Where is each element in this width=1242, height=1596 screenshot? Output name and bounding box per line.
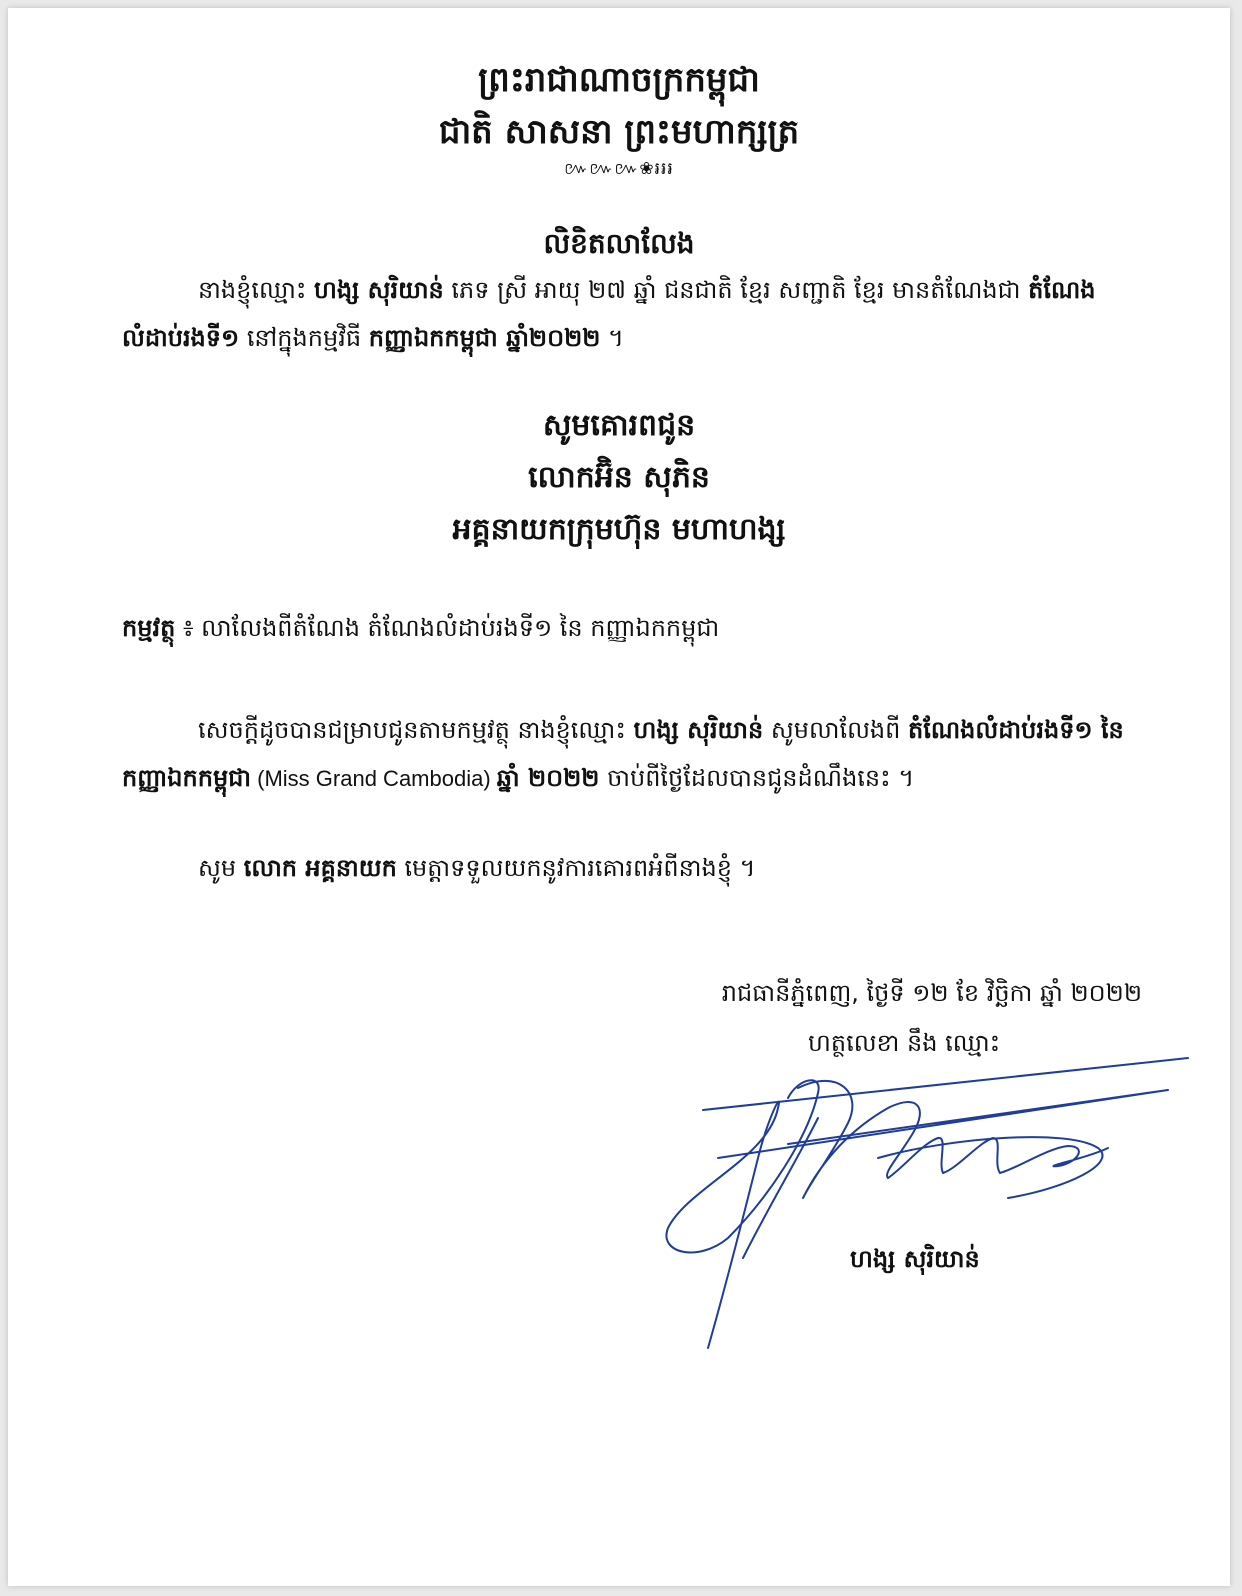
body-year: ឆ្នាំ ២០២២ — [496, 764, 600, 792]
body-position: តំណែងលំដាប់រងទី១ នៃ កញ្ញាឯកកម្ពុជា — [122, 716, 1124, 792]
national-motto: ជាតិ សាសនា ព្រះមហាក្សត្រ — [438, 112, 800, 152]
body-writer-name: ហង្ស សុរិយាន់ — [633, 716, 764, 744]
intro-paragraph — [122, 266, 1152, 362]
letter-page — [8, 8, 1230, 1586]
writer-name: ហង្ស សុរិយាន់ — [314, 276, 444, 304]
closing-text-1: សូម — [198, 854, 244, 882]
closing-title: លោក អគ្គនាយក — [243, 854, 397, 882]
closing-paragraph — [122, 844, 1152, 892]
intro-text-1: នាងខ្ញុំឈ្មោះ — [198, 276, 315, 304]
document-title: លិខិតលាលែង — [543, 227, 695, 260]
subject-label: កម្មវត្ថុ — [122, 614, 176, 642]
subject-text: ៖ លាលែងពីតំណែង តំណែងលំដាប់រងទី១ នៃ កញ្ញាឯកកម្ពុជា — [175, 614, 720, 642]
ornament-divider: ៚៚៚❀៛៛៛ — [564, 159, 674, 179]
handwritten-signature — [648, 1048, 1208, 1368]
intro-text-4: ។ — [600, 324, 624, 352]
kingdom-heading: ព្រះរាជាណាចក្រកម្ពុជា — [478, 60, 760, 100]
addressee-name: លោកអ៊ិន សុភិន — [528, 460, 710, 495]
english-title: (Miss Grand Cambodia) — [251, 766, 497, 791]
intro-text-3: នៅក្នុងកម្មវិធី — [239, 324, 369, 352]
salutation: សូមគោរពជូន — [542, 408, 696, 443]
signer-name: ហង្ស សុរិយាន់ — [850, 1245, 980, 1273]
body-text-1: សេចក្ដីដូចបានជម្រាបជូនតាមកម្មវត្ថុ នាងខ្ញុំឈ្មោះ — [198, 716, 634, 744]
closing-text-2: មេត្តាទទួលយកនូវការគោរពអំពីនាងខ្ញុំ ។ — [396, 854, 756, 882]
place-and-date: រាជធានីភ្នំពេញ, ថ្ងៃទី ១២ ខែ វិច្ឆិកា ឆ្នាំ ២០២២ — [721, 979, 1142, 1007]
intro-text-2: ភេទ ស្រី អាយុ ២៧ ឆ្នាំ ជនជាតិ ខ្មែរ សញ្ជាតិ ខ្មែរ មានតំណែងជា — [443, 276, 1029, 304]
program-name: កញ្ញាឯកកម្ពុជា ឆ្នាំ២០២២ — [368, 324, 601, 352]
body-text-3: ចាប់ពីថ្ងៃដែលបានជូនដំណឹងនេះ ។ — [599, 764, 915, 792]
position-title: តំណែងលំដាប់រងទី១ — [122, 276, 1096, 352]
addressee-title: អគ្គនាយកក្រុមហ៊ុន មហាហង្ស — [452, 512, 786, 547]
body-paragraph — [122, 706, 1152, 803]
signature-label: ហត្ថលេខា នឹង ឈ្មោះ — [808, 1029, 1001, 1057]
subject-line — [122, 604, 1152, 652]
body-text-2: សូមលាលែងពី — [763, 716, 909, 744]
